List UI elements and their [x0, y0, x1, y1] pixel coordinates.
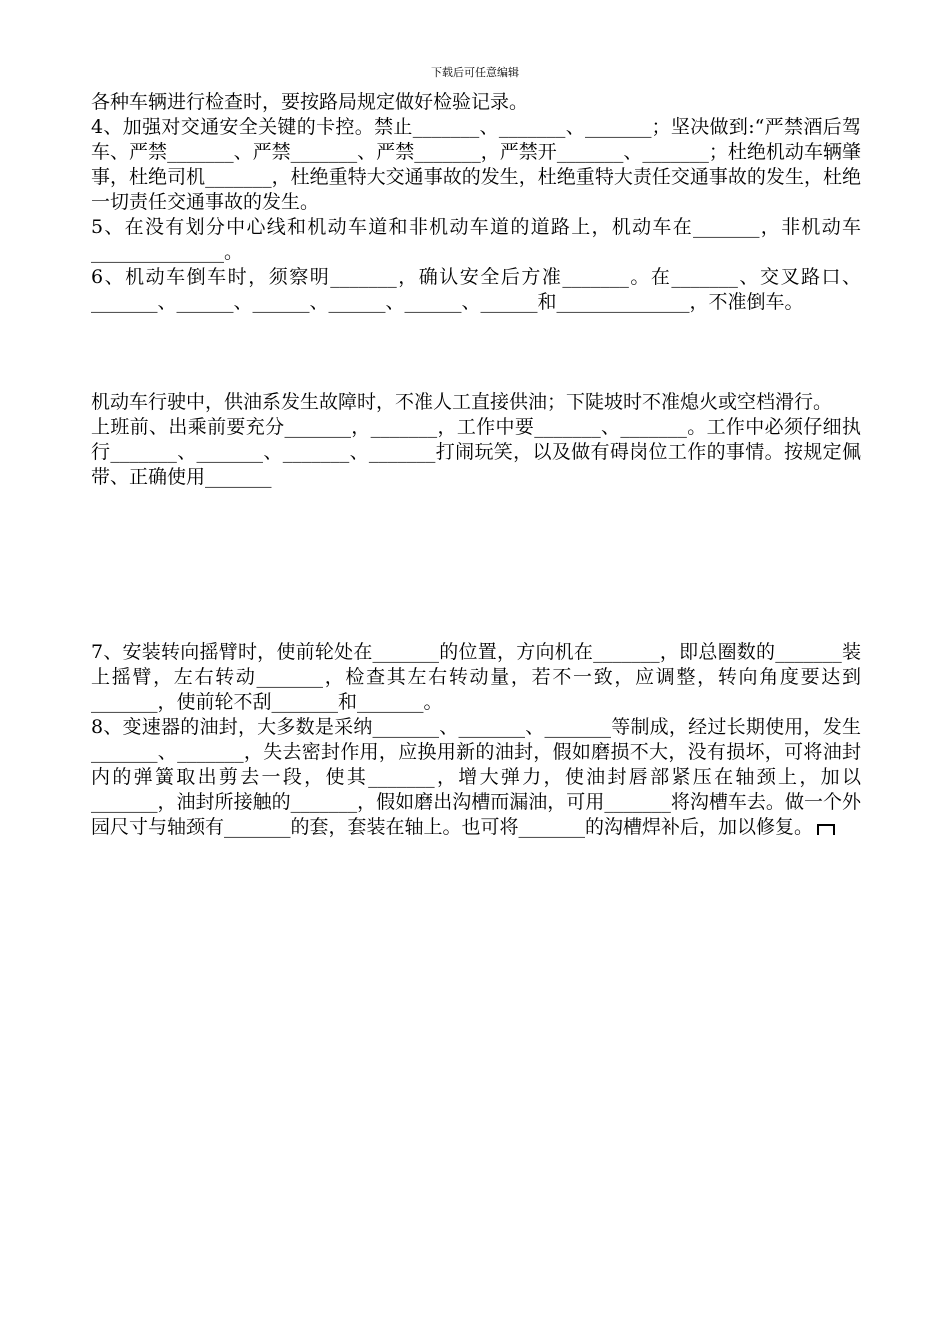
paragraph: 上班前、出乘前要充分_______，_______，工作中要_______、_______。工作中必须仔细执行_______、_______、_______、_______打闹玩笑，以及做有碍岗位工作的事情。按规定佩带、正确使用_______ — [91, 416, 861, 488]
question-4: 4、加强对交通安全关键的卡控。禁止_______、_______、_______；坚决做到:“严禁酒后驾车、严禁_______、严禁_______、严禁_______，严禁开_______、_______；杜绝机动车辆肇事，杜绝司机_______，杜绝重特大交通事故的发生，杜绝重特大责任交通事故的发生，杜绝一切责任交通事故的发生。 — [91, 116, 861, 213]
question-8-text: 8、变速器的油封，大多数是采纳_______、_______、_______等制成，经过长期使用，发生_______、_______，失去密封作用，应换用新的油封，假如磨损不大，没有损坏，可将油封内的弹簧取出剪去一段，使其_______，增大弹力，使油封唇部紧压在轴颈上，加以_______，油封所接触的_______，假如磨出沟槽而漏油，可用_______将沟槽车去。做一个外园尺寸与轴颈有_______的套，套装在轴上。也可将_______的沟槽焊补后，加以修复。 — [91, 716, 861, 838]
question-8 — [91, 715, 861, 840]
text-section-1 — [91, 90, 861, 315]
text-section-2 — [91, 390, 861, 490]
question-5: 5、在没有划分中心线和机动车道和非机动车道的道路上，机动车在_______，非机动车______________。 — [91, 216, 861, 263]
question-6: 6、机动车倒车时，须察明_______，确认安全后方准_______。在_______、交叉路口、_______、______、______、______、______、______和______________，不准倒车。 — [91, 266, 861, 313]
paragraph: 各种车辆进行检查时，要按路局规定做好检验记录。 — [91, 91, 529, 113]
question-7: 7、安装转向摇臂时，使前轮处在_______的位置，方向机在_______，即总圈数的_______装上摇臂，左右转动_______，检查其左右转动量，若不一致，应调整，转向角度要达到_______，使前轮不刮_______和_______。 — [91, 641, 861, 713]
paragraph: 机动车行驶中，供油系发生故障时，不准人工直接供油；下陡坡时不准熄火或空档滑行。 — [91, 391, 833, 413]
end-mark-icon — [817, 824, 835, 835]
text-section-3 — [91, 640, 861, 840]
page-header: 下载后可任意编辑 — [431, 66, 519, 79]
